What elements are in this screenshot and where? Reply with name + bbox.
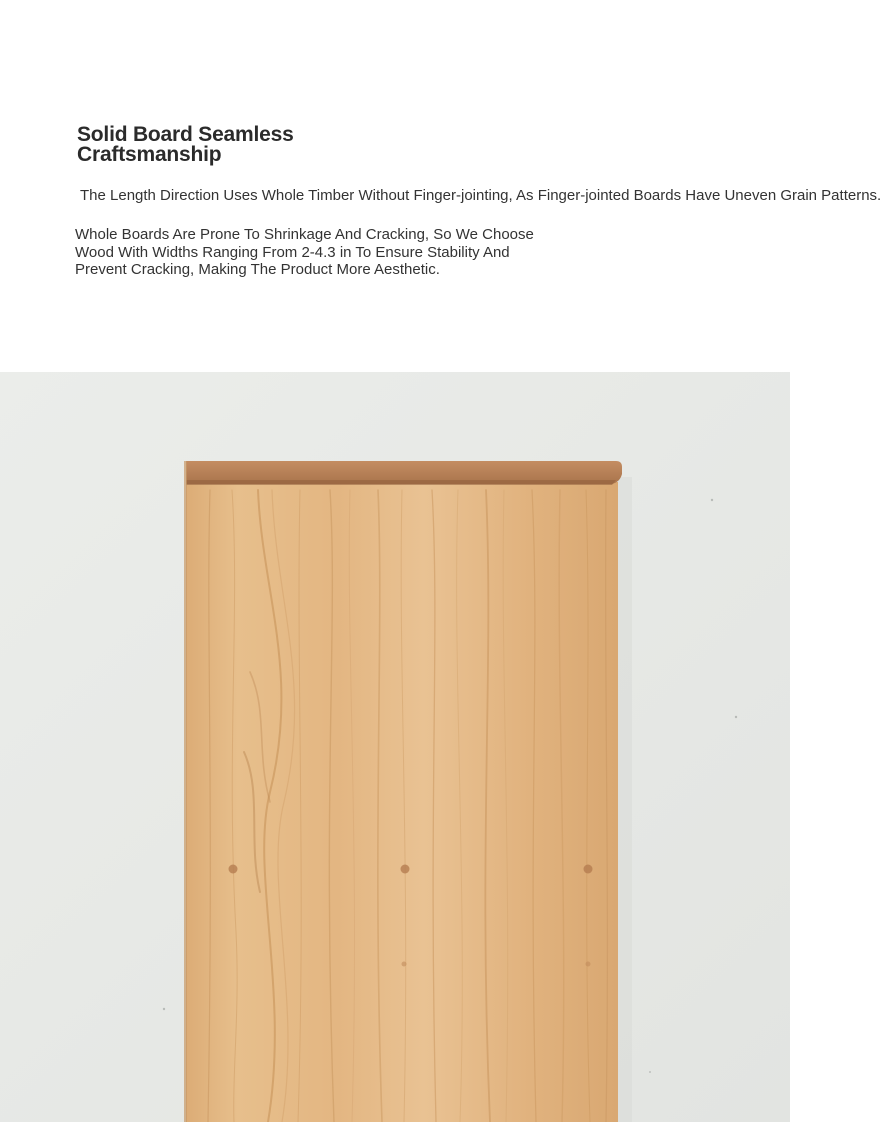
wall-speck [163, 1008, 165, 1010]
section-heading-line-2: Craftsmanship [77, 143, 222, 166]
board-width-paragraph [75, 226, 595, 279]
dowel-mark-center [401, 865, 410, 874]
dowel-mark-small-center [402, 962, 407, 967]
product-photo-oak-board [0, 372, 790, 1122]
board-width-line-2: Wood With Widths Ranging From 2-4.3 in To Ensure Stability And [75, 243, 510, 261]
board-face [186, 482, 618, 1122]
craftsmanship-text-section [0, 0, 881, 372]
board-left-side [184, 461, 187, 1122]
wall-speck [735, 716, 737, 718]
board-width-line-3: Prevent Cracking, Making The Product More Aesthetic. [75, 261, 440, 278]
wall-speck [649, 1071, 651, 1073]
dowel-mark-left [229, 865, 238, 874]
wall-speck [711, 499, 713, 501]
board-width-line-1: Whole Boards Are Prone To Shrinkage And Cracking, So We Choose [75, 226, 534, 243]
dowel-mark-small-right [586, 962, 591, 967]
grain-description-paragraph: The Length Direction Uses Whole Timber Without Finger-jointing, As Finger-jointed Boards Have Uneven Grain Patterns. [80, 187, 881, 204]
board-top-edge-shadow [186, 480, 616, 485]
board-shadow [618, 477, 632, 1122]
oak-board-illustration [0, 372, 790, 1122]
section-heading-line-1: Solid Board Seamless [77, 123, 294, 146]
dowel-mark-right [584, 865, 593, 874]
section-heading [77, 125, 377, 165]
